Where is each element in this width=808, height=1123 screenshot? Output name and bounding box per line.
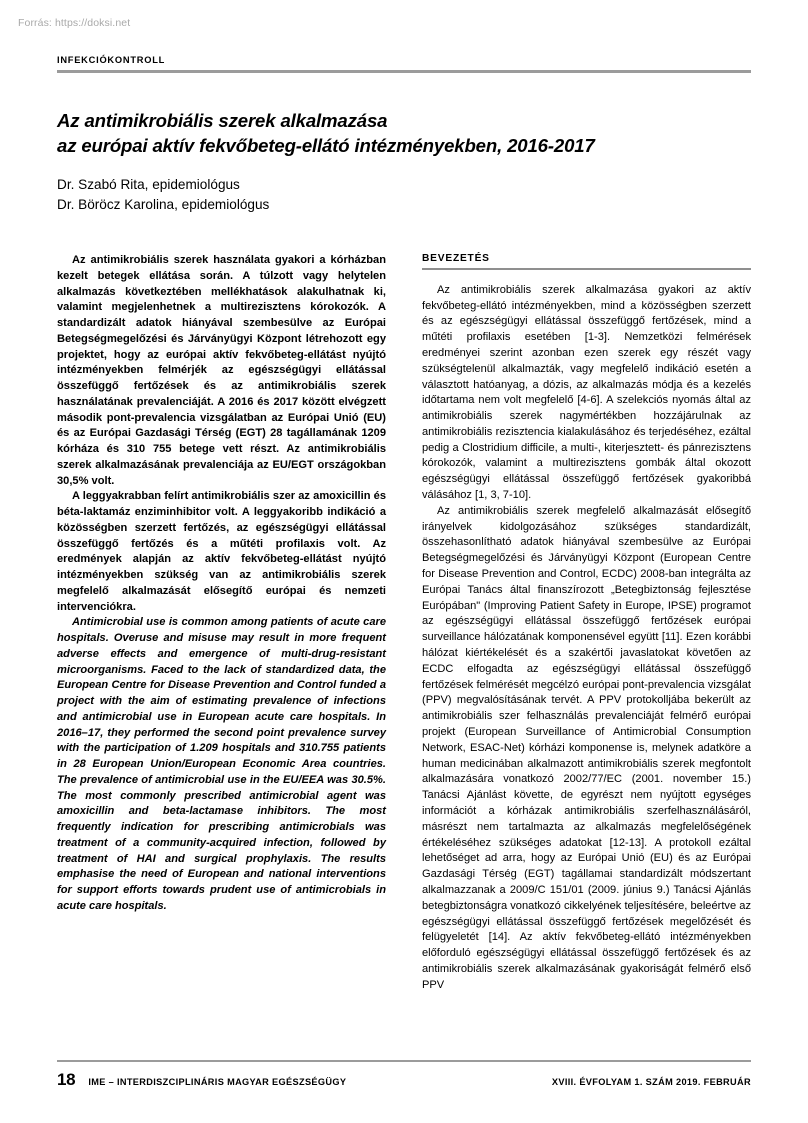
page-number: 18 <box>57 1070 76 1090</box>
content-frame <box>57 55 751 994</box>
two-column-body <box>57 253 751 993</box>
title-line-2: az európai aktív fekvőbeteg-ellátó intézményekben, 2016-2017 <box>57 134 595 156</box>
footer-rule <box>57 1060 751 1062</box>
page-title <box>57 109 751 159</box>
footer-left-group <box>57 1070 346 1090</box>
section-heading-bevezetes: BEVEZETÉS <box>422 253 490 265</box>
abstract-en-paragraph-1: Antimicrobial use is common among patients of acute care hospitals. Overuse and misuse may result in more frequent adverse effects and emergence of multi-drug-resistant microorganisms. Faced to the lack of standardized data, the European Centre for Disease Prevention and Control funded a project with the aim of estimating prevalence of infections and antimicrobial use in European acute care hospitals. In 2016–17, they performed the second point prevalence survey with the participation of 1.209 hospitals and 310.755 patients in 28 European Union/European Economic Area countries. The prevalence of antimicrobial use in the EU/EEA was 30.5%. The most commonly prescribed antimicrobial agent was amoxicillin and beta-lactamase inhibitors. The most frequently indication for prescribing antimicrobials was treatment of a community-acquired infection, followed by treatment of HAI and surgical prophylaxis. The results emphasise the need of European and national interventions for support efforts towards prudent use of antimicrobials in acute care hospitals. <box>57 616 386 912</box>
title-block <box>57 109 751 216</box>
author-second: Dr. Böröcz Karolina, epidemiológus <box>57 197 270 213</box>
page-footer <box>57 1060 751 1090</box>
section-paragraph-2: Az antimikrobiális szerek megfelelő alkalmazását elősegítő irányelvek kidolgozásához szükséges standardizált, összehasonlítható adatok hiányával szembesülve az Európai Betegségmegelőzési és Járványügyi Központ (European Centre for Disease Prevention and Control, ECDC) 2008-ban integrálta az Európai Tanács által finanszírozott „Betegbiztonság fejlesztése Európában" (Improving Patient Safety in Europe, IPSE) programot az egészségügyi ellátással összefüggő fertőzések európai surveillance hálózatának komponensével együtt [11]. Ezen korábbi hálózat kiértékelését és a szakértői javaslatokat követően az ECDC elfogadta az egészségügyi ellátással összefüggő fertőzések felmérését megcélzó európai pont-prevalencia vizsgálat (PPV) megvalósításának tervét. A PPV protokolljába bekerült az antimikrobiális szer felhasználás prevalenciáját felmérő európai projekt (European Surveillance of Antimicrobial Consumption Network, ESAC-Net) kórházi komponense is, melynek adatköre a human medicinában alkalmazott antimikrobiális szerek megfontolt alkalmazására vonatkozó 2002/77/EC (2001. november 15.) Tanácsi Ajánlást követte, de egyrészt nem nyújtott egységes információt a kórházak antimikrobiális szerfelhasználásáról, másrészt nem tartalmazta az alkalmazás megfelelőségének értékeléséhez szükséges adatokat [12-13]. A protokoll ezáltal lehetőséget ad arra, hogy az Európai Unió (EU) és az Európai Gazdasági Térség (EGT) tagállamai standardizált módszertant alkalmazzanak a 2009/C 151/01 (2009. június 9.) Tanácsi Ajánlás betegbiztonságra vonatkozó cikkelyének teljesítésére, beleértve az egészségügyi ellátással összefüggő fertőzések megelőzését és felügyeletét [14]. Az aktív fekvőbeteg-ellátó intézményekben előforduló egészségügyi ellátással összefüggő fertőzések és az antimikrobiális szerek alkalmazásának gyakoriságát felmérő első PPV <box>422 504 751 991</box>
author-list <box>57 175 751 216</box>
column-right <box>422 253 751 993</box>
title-line-1: Az antimikrobiális szerek alkalmazása <box>57 110 388 131</box>
footer-row <box>57 1070 751 1090</box>
running-head: INFEKCIÓKONTROLL <box>57 55 166 65</box>
author-first: Dr. Szabó Rita, epidemiológus <box>57 176 240 192</box>
section-heading-rule <box>422 268 751 270</box>
abstract-hu-paragraph-1: Az antimikrobiális szerek használata gyakori a kórházban kezelt betegek ellátása során. A túlzott vagy helytelen alkalmazás következtében mellékhatások alakulhatnak ki, valamint megjelenhetnek a multirezisztens kórokozók. A standardizált adatok hiányával szembesülve az Európai Betegségmegelőzési és Járványügyi Központ létrehozott egy projektet, hogy az európai aktív fekvőbeteg-ellátást nyújtó intézményekben felmérjék az egészségügyi ellátással összefüggő fertőzések és az antimikrobiális szerek használatának prevalenciáját. A 2016 és 2017 között elvégzett második pont-prevalencia vizsgálatban az Európai Unió (EU) és az Európai Gazdasági Térség (EGT) 28 tagállamának 1209 kórháza és 310 755 betege vett részt. Az antimikrobiális szerek alkalmazásának prevalenciája az EU/EGT országokban 30,5% volt. <box>57 254 386 487</box>
abstract-hu-paragraph-2: A leggyakrabban felírt antimikrobiális szer az amoxicillin és béta-laktamáz enziminhibitor volt. A leggyakoribb indikáció a közösségben szerzett fertőzés, az egészségügyi ellátással összefüggő fertőzés és a műtéti profilaxis volt. Az eredmények alapján az aktív fekvőbeteg-ellátást nyújtó intézményekben szükség van az antimikrobiális szerek megfelelő alkalmazását elősegítő európai és nemzeti intervenciókra. <box>57 490 386 613</box>
running-head-rule <box>57 70 751 73</box>
footer-journal-name: IME – INTERDISZCIPLINÁRIS MAGYAR EGÉSZSÉGÜGY <box>88 1077 347 1088</box>
section-paragraph-1: Az antimikrobiális szerek alkalmazása gyakori az aktív fekvőbeteg-ellátó intézményekben, mind a közösségben szerzett és az egészségügyi ellátással összefüggő fertőzések, mind a műtéti profilaxis esetében [1-3]. Nemzetközi felmérések eredményei szerint azonban ezen szerek egy részét vagy szükségtelenül alkalmazták, vagy megfelelő indikáció esetén a választott hatóanyag, a dózis, az alkalmazás módja és a kezelés időtartama nem volt megfelelő [4-6]. A szelekciós nyomás által az antimikrobiális szerek nagymértékben hozzájárulnak az antimikrobiális rezisztencia kialakulásához és terjedéséhez, ezáltal pedig a Clostridium difficile, a multi-, kiterjesztett- és pánrezisztens kórokozók, valamint a multirezisztens gombák által okozott egészségügyi ellátással összefüggő fertőzések gyakoribbá válásához [1, 3, 7-10]. <box>422 283 751 502</box>
footer-issue-info: XVIII. ÉVFOLYAM 1. SZÁM 2019. FEBRUÁR <box>551 1077 751 1088</box>
column-left <box>57 253 386 993</box>
source-watermark: Forrás: https://doksi.net <box>18 17 131 29</box>
